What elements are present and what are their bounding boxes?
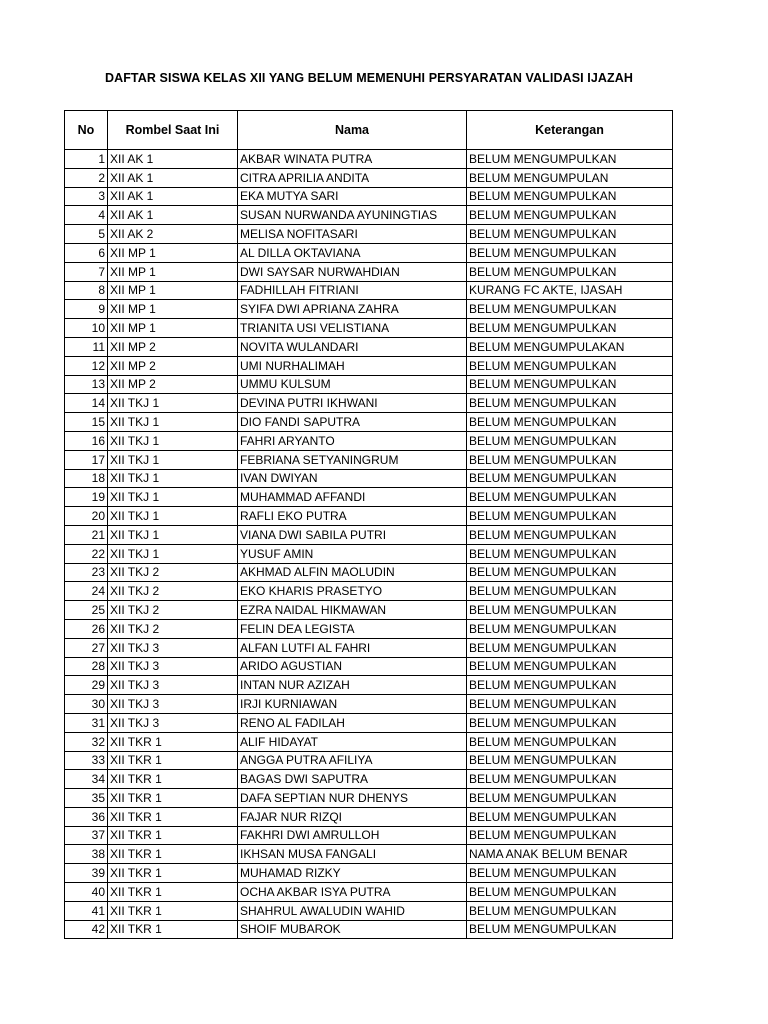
cell-no: 6 [65,243,108,262]
cell-nama: UMMU KULSUM [238,375,467,394]
cell-keterangan: BELUM MENGUMPULKAN [467,770,673,789]
cell-no: 22 [65,544,108,563]
cell-nama: YUSUF AMIN [238,544,467,563]
cell-nama: MELISA NOFITASARI [238,225,467,244]
cell-rombel: XII MP 1 [108,300,238,319]
cell-no: 27 [65,638,108,657]
cell-rombel: XII MP 1 [108,262,238,281]
table-row [65,713,673,732]
cell-no: 24 [65,582,108,601]
column-header-keterangan: Keterangan [467,111,673,150]
cell-nama: DAFA SEPTIAN NUR DHENYS [238,789,467,808]
table-row [65,431,673,450]
table-row [65,544,673,563]
cell-keterangan: BELUM MENGUMPULKAN [467,206,673,225]
cell-no: 18 [65,469,108,488]
cell-keterangan: BELUM MENGUMPULKAN [467,751,673,770]
cell-keterangan: BELUM MENGUMPULKAN [467,187,673,206]
cell-rombel: XII MP 2 [108,337,238,356]
cell-nama: CITRA APRILIA ANDITA [238,168,467,187]
cell-rombel: XII TKJ 2 [108,582,238,601]
cell-nama: FELIN DEA LEGISTA [238,619,467,638]
cell-no: 25 [65,601,108,620]
cell-rombel: XII TKJ 1 [108,469,238,488]
cell-no: 30 [65,695,108,714]
cell-no: 32 [65,732,108,751]
cell-no: 38 [65,845,108,864]
cell-rombel: XII AK 1 [108,187,238,206]
cell-rombel: XII TKJ 3 [108,657,238,676]
cell-keterangan: BELUM MENGUMPULKAN [467,507,673,526]
cell-rombel: XII AK 1 [108,168,238,187]
cell-nama: FAKHRI DWI AMRULLOH [238,826,467,845]
table-row [65,206,673,225]
cell-nama: IVAN DWIYAN [238,469,467,488]
cell-keterangan: BELUM MENGUMPULKAN [467,883,673,902]
cell-keterangan: BELUM MENGUMPULKAN [467,732,673,751]
cell-keterangan: BELUM MENGUMPULKAN [467,544,673,563]
cell-rombel: XII TKJ 2 [108,619,238,638]
cell-nama: RAFLI EKO PUTRA [238,507,467,526]
table-row [65,676,673,695]
cell-rombel: XII TKJ 1 [108,544,238,563]
cell-no: 19 [65,488,108,507]
column-header-nama: Nama [238,111,467,150]
cell-no: 34 [65,770,108,789]
cell-nama: ARIDO AGUSTIAN [238,657,467,676]
cell-keterangan: BELUM MENGUMPULKAN [467,676,673,695]
column-header-no: No [65,111,108,150]
cell-no: 2 [65,168,108,187]
cell-nama: FADHILLAH FITRIANI [238,281,467,300]
table-row [65,826,673,845]
cell-keterangan: BELUM MENGUMPULKAN [467,319,673,338]
table-row [65,601,673,620]
cell-keterangan: BELUM MENGUMPULKAN [467,807,673,826]
cell-rombel: XII TKR 1 [108,845,238,864]
cell-keterangan: BELUM MENGUMPULKAN [467,394,673,413]
cell-keterangan: BELUM MENGUMPULKAN [467,375,673,394]
table-row [65,789,673,808]
cell-keterangan: BELUM MENGUMPULKAN [467,901,673,920]
cell-keterangan: BELUM MENGUMPULKAN [467,789,673,808]
cell-no: 15 [65,413,108,432]
cell-nama: SHOIF MUBAROK [238,920,467,939]
cell-rombel: XII TKJ 3 [108,638,238,657]
cell-rombel: XII TKJ 2 [108,601,238,620]
cell-keterangan: BELUM MENGUMPULKAN [467,582,673,601]
table-row [65,732,673,751]
cell-keterangan: BELUM MENGUMPULKAN [467,450,673,469]
table-header-row [65,111,673,150]
cell-nama: MUHAMMAD AFFANDI [238,488,467,507]
cell-no: 14 [65,394,108,413]
table-row [65,807,673,826]
cell-rombel: XII TKJ 1 [108,507,238,526]
cell-nama: EZRA NAIDAL HIKMAWAN [238,601,467,620]
cell-rombel: XII TKJ 1 [108,394,238,413]
cell-rombel: XII TKJ 3 [108,713,238,732]
cell-keterangan: BELUM MENGUMPULKAN [467,243,673,262]
table-row [65,375,673,394]
cell-rombel: XII TKJ 1 [108,525,238,544]
table-row [65,638,673,657]
table-row [65,337,673,356]
table-row [65,187,673,206]
cell-rombel: XII TKJ 3 [108,695,238,714]
cell-rombel: XII TKR 1 [108,883,238,902]
cell-nama: FAJAR NUR RIZQI [238,807,467,826]
column-header-rombel: Rombel Saat Ini [108,111,238,150]
cell-nama: DEVINA PUTRI IKHWANI [238,394,467,413]
cell-rombel: XII TKR 1 [108,901,238,920]
cell-nama: ALIF HIDAYAT [238,732,467,751]
cell-no: 1 [65,150,108,169]
document-title: DAFTAR SISWA KELAS XII YANG BELUM MEMENUHI PERSYARATAN VALIDASI IJAZAH [104,71,634,85]
cell-keterangan: BELUM MENGUMPULKAN [467,638,673,657]
cell-rombel: XII MP 1 [108,281,238,300]
cell-nama: EKO KHARIS PRASETYO [238,582,467,601]
cell-nama: ANGGA PUTRA AFILIYA [238,751,467,770]
cell-keterangan: BELUM MENGUMPULKAN [467,864,673,883]
cell-rombel: XII MP 2 [108,375,238,394]
cell-no: 8 [65,281,108,300]
cell-nama: FEBRIANA SETYANINGRUM [238,450,467,469]
cell-keterangan: KURANG FC AKTE, IJASAH [467,281,673,300]
cell-keterangan: BELUM MENGUMPULAN [467,168,673,187]
cell-nama: SYIFA DWI APRIANA ZAHRA [238,300,467,319]
cell-rombel: XII MP 1 [108,319,238,338]
cell-nama: VIANA DWI SABILA PUTRI [238,525,467,544]
table-body [65,150,673,939]
cell-nama: UMI NURHALIMAH [238,356,467,375]
table-row [65,845,673,864]
cell-keterangan: NAMA ANAK BELUM BENAR [467,845,673,864]
cell-nama: DWI SAYSAR NURWAHDIAN [238,262,467,281]
table-row [65,770,673,789]
cell-keterangan: BELUM MENGUMPULAKAN [467,337,673,356]
table-row [65,657,673,676]
cell-no: 11 [65,337,108,356]
cell-no: 9 [65,300,108,319]
cell-no: 35 [65,789,108,808]
cell-no: 31 [65,713,108,732]
cell-keterangan: BELUM MENGUMPULKAN [467,563,673,582]
cell-nama: ALFAN LUTFI AL FAHRI [238,638,467,657]
cell-no: 37 [65,826,108,845]
table-row [65,469,673,488]
table-row [65,413,673,432]
cell-nama: MUHAMAD RIZKY [238,864,467,883]
cell-nama: FAHRI ARYANTO [238,431,467,450]
cell-no: 42 [65,920,108,939]
cell-nama: AL DILLA OKTAVIANA [238,243,467,262]
cell-keterangan: BELUM MENGUMPULKAN [467,525,673,544]
cell-rombel: XII TKJ 1 [108,450,238,469]
cell-keterangan: BELUM MENGUMPULKAN [467,713,673,732]
cell-rombel: XII TKR 1 [108,920,238,939]
cell-rombel: XII TKJ 1 [108,431,238,450]
cell-nama: INTAN NUR AZIZAH [238,676,467,695]
cell-rombel: XII TKR 1 [108,789,238,808]
cell-no: 5 [65,225,108,244]
table-row [65,450,673,469]
cell-nama: OCHA AKBAR ISYA PUTRA [238,883,467,902]
table-row [65,901,673,920]
cell-keterangan: BELUM MENGUMPULKAN [467,413,673,432]
table-row [65,619,673,638]
cell-no: 17 [65,450,108,469]
cell-no: 36 [65,807,108,826]
cell-nama: TRIANITA USI VELISTIANA [238,319,467,338]
table-row [65,150,673,169]
cell-nama: RENO AL FADILAH [238,713,467,732]
cell-nama: AKHMAD ALFIN MAOLUDIN [238,563,467,582]
cell-rombel: XII MP 2 [108,356,238,375]
cell-no: 3 [65,187,108,206]
table-row [65,225,673,244]
cell-keterangan: BELUM MENGUMPULKAN [467,488,673,507]
cell-rombel: XII AK 2 [108,225,238,244]
table-row [65,582,673,601]
table-row [65,563,673,582]
cell-keterangan: BELUM MENGUMPULKAN [467,619,673,638]
table-row [65,262,673,281]
cell-no: 7 [65,262,108,281]
table-row [65,394,673,413]
cell-nama: BAGAS DWI SAPUTRA [238,770,467,789]
table-row [65,300,673,319]
cell-keterangan: BELUM MENGUMPULKAN [467,601,673,620]
cell-nama: SUSAN NURWANDA AYUNINGTIAS [238,206,467,225]
table-row [65,356,673,375]
table-row [65,507,673,526]
table-row [65,281,673,300]
table-row [65,525,673,544]
table-row [65,751,673,770]
cell-keterangan: BELUM MENGUMPULKAN [467,695,673,714]
cell-keterangan: BELUM MENGUMPULKAN [467,300,673,319]
cell-rombel: XII TKJ 2 [108,563,238,582]
cell-rombel: XII TKR 1 [108,770,238,789]
table-row [65,319,673,338]
cell-keterangan: BELUM MENGUMPULKAN [467,469,673,488]
cell-no: 29 [65,676,108,695]
table-row [65,168,673,187]
cell-nama: EKA MUTYA SARI [238,187,467,206]
cell-no: 21 [65,525,108,544]
cell-no: 41 [65,901,108,920]
cell-rombel: XII TKR 1 [108,807,238,826]
cell-keterangan: BELUM MENGUMPULKAN [467,225,673,244]
cell-keterangan: BELUM MENGUMPULKAN [467,920,673,939]
student-table [64,110,673,939]
cell-no: 33 [65,751,108,770]
cell-no: 20 [65,507,108,526]
cell-no: 23 [65,563,108,582]
cell-keterangan: BELUM MENGUMPULKAN [467,826,673,845]
cell-no: 16 [65,431,108,450]
cell-rombel: XII TKR 1 [108,751,238,770]
cell-nama: IRJI KURNIAWAN [238,695,467,714]
cell-keterangan: BELUM MENGUMPULKAN [467,356,673,375]
cell-rombel: XII TKJ 3 [108,676,238,695]
cell-rombel: XII TKR 1 [108,864,238,883]
cell-no: 26 [65,619,108,638]
cell-nama: NOVITA WULANDARI [238,337,467,356]
cell-no: 28 [65,657,108,676]
cell-rombel: XII TKR 1 [108,826,238,845]
cell-nama: AKBAR WINATA PUTRA [238,150,467,169]
cell-no: 39 [65,864,108,883]
cell-keterangan: BELUM MENGUMPULKAN [467,657,673,676]
cell-nama: SHAHRUL AWALUDIN WAHID [238,901,467,920]
cell-keterangan: BELUM MENGUMPULKAN [467,431,673,450]
cell-no: 10 [65,319,108,338]
cell-rombel: XII MP 1 [108,243,238,262]
cell-rombel: XII AK 1 [108,150,238,169]
table-row [65,695,673,714]
cell-keterangan: BELUM MENGUMPULKAN [467,150,673,169]
table-row [65,920,673,939]
cell-nama: IKHSAN MUSA FANGALI [238,845,467,864]
cell-nama: DIO FANDI SAPUTRA [238,413,467,432]
cell-keterangan: BELUM MENGUMPULKAN [467,262,673,281]
cell-no: 40 [65,883,108,902]
cell-rombel: XII AK 1 [108,206,238,225]
cell-rombel: XII TKJ 1 [108,413,238,432]
table-row [65,864,673,883]
cell-no: 13 [65,375,108,394]
table-row [65,883,673,902]
cell-rombel: XII TKJ 1 [108,488,238,507]
cell-rombel: XII TKR 1 [108,732,238,751]
table-row [65,243,673,262]
cell-no: 4 [65,206,108,225]
table-row [65,488,673,507]
cell-no: 12 [65,356,108,375]
